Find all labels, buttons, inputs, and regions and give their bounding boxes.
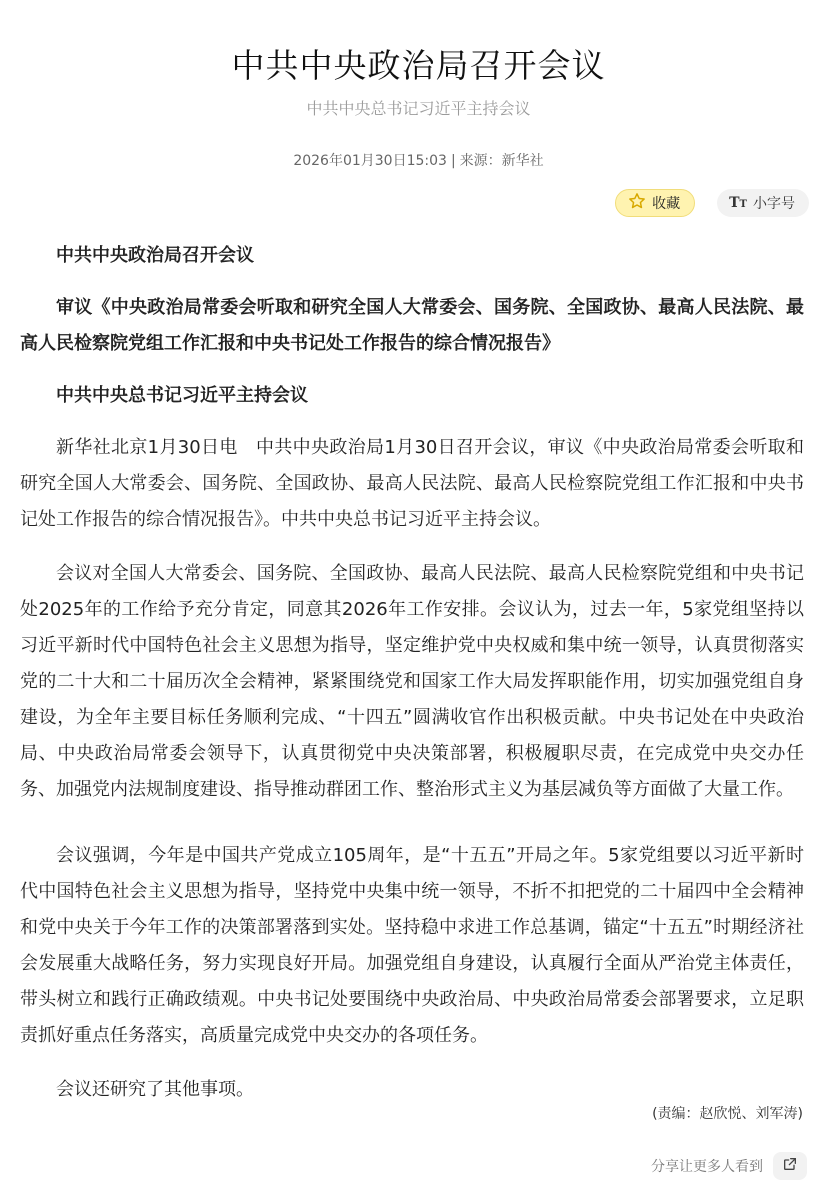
article-meta	[0, 150, 837, 170]
favorite-button[interactable]	[615, 189, 695, 217]
article-source: 来源：新华社	[459, 153, 544, 169]
font-icon-small: T	[739, 199, 747, 210]
font-size-icon	[729, 195, 747, 211]
page-subtitle: 中共中央总书记习近平主持会议	[306, 99, 531, 118]
share-icon	[782, 1156, 798, 1176]
article-paragraph-3: 会议强调，今年是中国共产党成立105周年，是“十五五”开局之年。5家党组要以习近平新时代中国特色社会主义思想为指导，坚持党中央集中统一领导，不折不扣把党的二十届四中全会精神和党中央关于今年工作的决策部署落到实处。坚持稳中求进工作总基调，锚定“十五五”时期经济社会发展重大战略任务，努力实现良好开局。加强党组自身建设，认真履行全面从严治党主体责任，带头树立和践行正确政绩观。中央书记处要围绕中央政治局、中央政治局常委会部署要求，立足职责抓好重点任务落实，高质量完成党中央交办的各项任务。	[20, 845, 804, 1046]
share-button[interactable]	[773, 1152, 807, 1180]
article-heading-1: 中共中央政治局召开会议	[56, 245, 254, 266]
article-paragraph-2: 会议对全国人大常委会、国务院、全国政协、最高人民法院、最高人民检察院党组和中央书记处2025年的工作给予充分肯定，同意其2026年工作安排。会议认为，过去一年，5家党组坚持以习近平新时代中国特色社会主义思想为指导，坚定维护党中央权威和集中统一领导，认真贯彻落实党的二十大和二十届历次全会精神，紧紧围绕党和国家工作大局发挥职能作用，切实加强党组自身建设，为全年主要目标任务顺利完成、“十四五”圆满收官作出积极贡献。中央书记处在中央政治局、中央政治局常委会领导下，认真贯彻党中央决策部署，积极履职尽责，在完成党中央交办任务、加强党内法规制度建设、指导推动群团工作、整治形式主义为基层减负等方面做了大量工作。	[20, 563, 804, 800]
meta-separator: |	[450, 153, 456, 169]
article-actions	[615, 189, 809, 217]
editor-credit: (责编：赵欣悦、刘军涛)	[652, 1106, 803, 1122]
article-heading-2: 审议《中央政治局常委会听取和研究全国人大常委会、国务院、全国政协、最高人民法院、最高人民检察院党组工作汇报和中央书记处工作报告的综合情况报告》	[20, 297, 804, 354]
article-paragraph-4: 会议还研究了其他事项。	[56, 1079, 254, 1100]
article-paragraph-1: 新华社北京1月30日电 中共中央政治局1月30日召开会议，审议《中央政治局常委会听取和研究全国人大常委会、国务院、全国政协、最高人民法院、最高人民检察院党组工作汇报和中央书记处工作报告的综合情况报告》。中共中央总书记习近平主持会议。	[20, 437, 804, 530]
publish-date: 2026年01月30日15:03	[293, 153, 447, 169]
star-icon	[628, 192, 646, 214]
font-size-button[interactable]	[717, 189, 809, 217]
font-size-label: 小字号	[753, 196, 795, 212]
font-icon-large: T	[729, 195, 740, 211]
favorite-label: 收藏	[652, 196, 681, 212]
article-heading-3: 中共中央总书记习近平主持会议	[56, 385, 308, 406]
share-label: 分享让更多人看到	[651, 1159, 763, 1175]
page-title: 中共中央政治局召开会议	[231, 46, 606, 85]
share-bar	[651, 1152, 807, 1180]
article-body	[20, 238, 804, 1108]
